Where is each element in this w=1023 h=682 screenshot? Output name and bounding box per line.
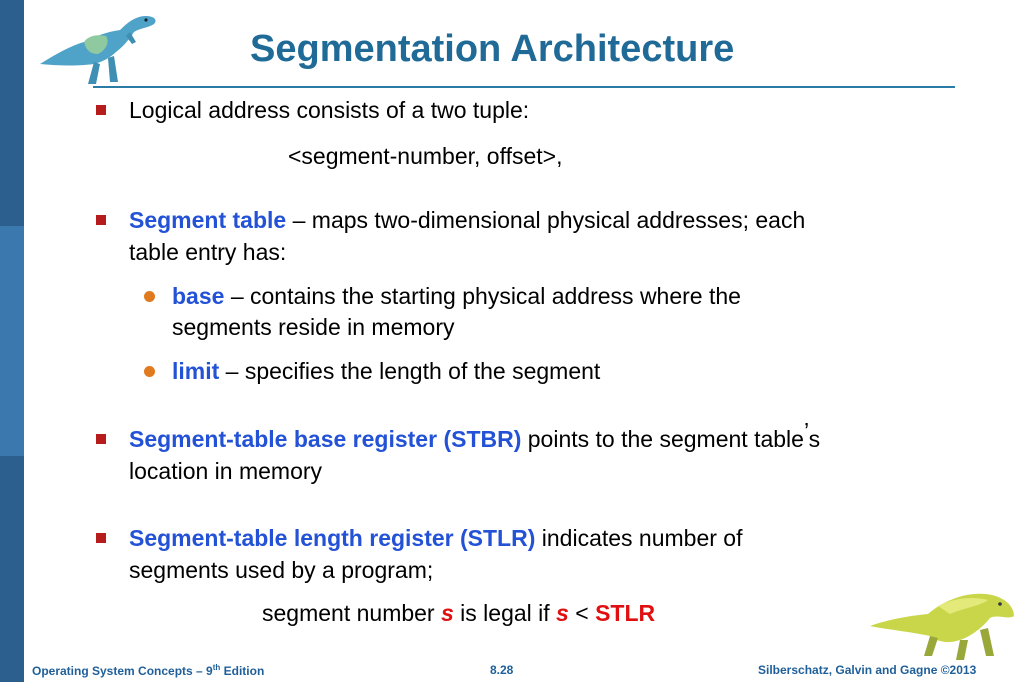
sidebar-segment-bottom	[0, 456, 24, 682]
bullet-segment-table	[129, 206, 805, 234]
legal-condition	[262, 599, 655, 627]
apostrophe-mark: ’	[803, 418, 809, 444]
legal-part-b: is legal if	[453, 600, 557, 626]
footer-book-title	[32, 663, 264, 678]
footer-left-a: Operating System Concepts – 9	[32, 664, 213, 678]
segment-table-desc-cont: table entry has:	[129, 239, 287, 265]
legal-s-var: s	[440, 600, 454, 626]
footer-left-sup: th	[212, 663, 221, 672]
square-bullet-icon	[96, 434, 106, 444]
stlr-desc-cont: segments used by a program;	[129, 557, 434, 583]
slide-title: Segmentation Architecture	[250, 28, 735, 70]
segment-table-desc: – maps two-dimensional physical addresses; each	[286, 207, 806, 233]
term-stlr: Segment-table length register (STLR)	[129, 525, 536, 551]
sub-bullet-base	[172, 282, 741, 310]
round-bullet-icon	[144, 366, 155, 377]
legal-s-var-2: s	[556, 600, 569, 626]
round-bullet-icon	[144, 291, 155, 302]
base-desc-cont: segments reside in memory	[172, 314, 455, 340]
bullet-stlr	[129, 524, 743, 552]
sub-bullet-limit	[172, 357, 600, 385]
footer-left-b: Edition	[220, 664, 265, 678]
sidebar-segment-top	[0, 0, 24, 226]
legal-stlr: STLR	[595, 600, 656, 626]
footer-page-number: 8.28	[490, 663, 514, 677]
term-segment-table: Segment table	[129, 207, 287, 233]
dinosaur-logo-icon	[36, 6, 160, 88]
stbr-desc-s: s	[808, 426, 821, 452]
stlr-desc: indicates number of	[535, 525, 743, 551]
footer-authors: Silberschatz, Galvin and Gagne ©2013	[758, 663, 977, 677]
title-divider	[93, 86, 955, 88]
limit-desc: – specifies the length of the segment	[219, 358, 601, 384]
bullet-stbr	[129, 418, 821, 453]
term-limit: limit	[172, 358, 220, 384]
square-bullet-icon	[96, 105, 106, 115]
term-stbr: Segment-table base register (STBR)	[129, 426, 522, 452]
stbr-desc-cont: location in memory	[129, 458, 323, 484]
sidebar-segment-middle	[0, 226, 24, 456]
legal-part-c: <	[568, 600, 596, 626]
left-sidebar-bar	[0, 0, 24, 682]
stbr-desc: points to the segment table	[521, 426, 804, 452]
term-base: base	[172, 283, 225, 309]
tuple-text: <segment-number, offset>,	[288, 143, 563, 169]
bullet-logical-address: Logical address consists of a two tuple:	[129, 97, 530, 123]
square-bullet-icon	[96, 533, 106, 543]
dinosaur-bottom-icon	[868, 586, 1018, 662]
square-bullet-icon	[96, 215, 106, 225]
legal-part-a: segment number	[262, 600, 441, 626]
base-desc: – contains the starting physical address where the	[224, 283, 741, 309]
